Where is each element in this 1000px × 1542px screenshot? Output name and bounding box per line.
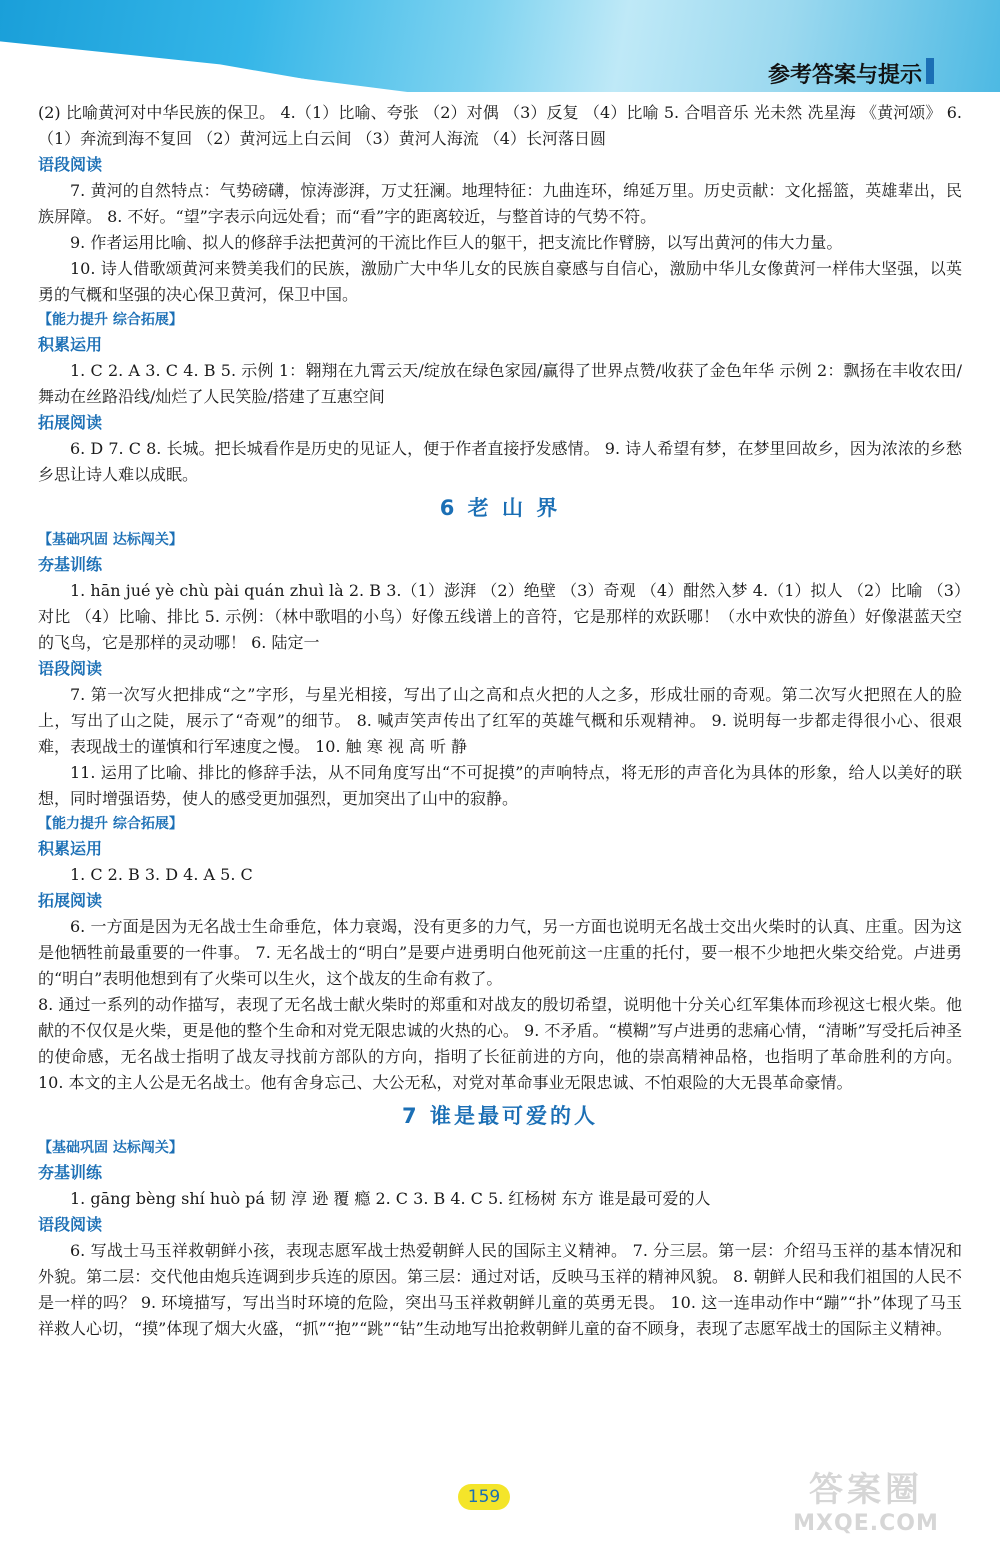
- watermark-bottom: MXQE.COM: [793, 1511, 939, 1536]
- answer-paragraph: 6. D 7. C 8. 长城。把长城看作是历史的见证人，便于作者直接抒发感情。 9. 诗人希望有梦，在梦里回故乡，因为浓浓的乡愁乡思让诗人难以成眠。: [38, 439, 962, 484]
- lesson-title: 7 谁是最可爱的人: [402, 1104, 598, 1128]
- answer-paragraph: 6. 一方面是因为无名战士生命垂危，体力衰竭，没有更多的力气，另一方面也说明无名战士交出火柴时的认真、庄重。因为这是他牺牲前最重要的一件事。 7. 无名战士的“明白”是要卢进勇明白他死前这一庄重的托付，要一根不少地把火柴交给党。卢进勇的“明白”表明他想到有了火柴可以生火，这个战友的生命有救了。: [38, 917, 962, 988]
- answer-paragraph: 1. gāng bèng shí huò pá 韧 淳 逊 覆 瘾 2. C 3. B 4. C 5. 红杨树 东方 谁是最可爱的人: [70, 1189, 711, 1208]
- answer-content: [38, 100, 962, 1342]
- answer-paragraph: 6. 写战士马玉祥救朝鲜小孩，表现志愿军战士热爱朝鲜人民的国际主义精神。 7. 分三层。第一层：介绍马玉祥的基本情况和外貌。第二层：交代他由炮兵连调到步兵连的原因。第三层：通过对话，反映马玉祥的精神风貌。 8. 朝鲜人民和我们祖国的人民不是一样的吗？ 9. 环境描写，写出当时环境的危险，突出马玉祥救朝鲜儿童的英勇无畏。 10. 这一连串动作中“蹦”“扑”体现了马玉祥救人心切，“摸”体现了烟大火盛，“抓”“抱”“跳”“钻”生动地写出抢救朝鲜儿童的奋不顾身，表现了志愿军战士的国际主义精神。: [38, 1241, 962, 1338]
- section-heading: 语段阅读: [38, 659, 103, 678]
- header-title: 参考答案与提示: [767, 63, 922, 88]
- answer-paragraph: 7. 黄河的自然特点：气势磅礴，惊涛澎湃，万丈狂澜。地理特征：九曲连环，绵延万里。历史贡献：文化摇篮，英雄辈出，民族屏障。 8. 不好。“望”字表示向远处看；而“看”字的距离较近，与整首诗的气势不符。: [38, 181, 962, 226]
- answer-paragraph: 1. hān jué yè chù pài quán zhuì là 2. B 3.（1）澎湃 （2）绝壁 （3）奇观 （4）酣然入梦 4.（1）拟人 （2）比喻 （3）对比 （4）比喻、排比 5. 示例：（林中歌唱的小鸟）好像五线谱上的音符，它是那样的欢跃哪！（水中欢快的游鱼）好像湛蓝天空的飞鸟，它是那样的灵动哪！ 6. 陆定一: [38, 581, 962, 652]
- answer-paragraph: 7. 第一次写火把排成“之”字形，与星光相接，写出了山之高和点火把的人之多，形成壮丽的奇观。第二次写火把照在人的脸上，写出了山之陡，展示了“奇观”的细节。 8. 喊声笑声传出了红军的英雄气概和乐观精神。 9. 说明每一步都走得很小心、很艰难，表现战士的谨慎和行军速度之慢。 10. 触 寒 视 高 听 静: [38, 685, 962, 756]
- section-heading: 积累运用: [38, 335, 103, 354]
- section-bracket-heading: 【基础巩固 达标闯关】: [38, 532, 183, 548]
- section-heading: 语段阅读: [38, 155, 103, 174]
- section-heading: 积累运用: [38, 839, 103, 858]
- header-accent-bar: [926, 58, 934, 84]
- answer-paragraph: 1. C 2. A 3. C 4. B 5. 示例 1：翱翔在九霄云天/绽放在绿色家园/赢得了世界点赞/收获了金色年华 示例 2：飘扬在丰收农田/舞动在丝路沿线/灿烂了人民笑脸/搭建了互惠空间: [38, 361, 962, 406]
- answer-paragraph: 9. 作者运用比喻、拟人的修辞手法把黄河的干流比作巨人的躯干，把支流比作臂膀，以写出黄河的伟大力量。: [70, 233, 843, 252]
- answer-paragraph: 10. 诗人借歌颂黄河来赞美我们的民族，激励广大中华儿女的民族自豪感与自信心，激励中华儿女像黄河一样伟大坚强，以英勇的气概和坚强的决心保卫黄河，保卫中国。: [38, 259, 962, 304]
- lesson-title: 6 老 山 界: [439, 496, 561, 520]
- section-bracket-heading: 【能力提升 综合拓展】: [38, 312, 183, 328]
- section-heading: 夯基训练: [38, 555, 103, 574]
- page-number: 159: [458, 1484, 510, 1510]
- answer-paragraph: 8. 通过一系列的动作描写，表现了无名战士献火柴时的郑重和对战友的殷切希望，说明他十分关心红军集体而珍视这七根火柴。他献的不仅仅是火柴，更是他的整个生命和对党无限忠诚的火热的心。 9. 不矛盾。“模糊”写卢进勇的悲痛心情，“清晰”写受托后神圣的使命感，无名战士指明了战友寻找前方部队的方向，指明了长征前进的方向，他的崇高精神品格，也指明了革命胜利的方向。 10. 本文的主人公是无名战士。他有舍身忘己、大公无私，对党对革命事业无限忠诚、不怕艰险的大无畏革命豪情。: [38, 995, 962, 1092]
- section-heading: 拓展阅读: [38, 413, 103, 432]
- answer-paragraph: (2) 比喻黄河对中华民族的保卫。 4.（1）比喻、夸张 （2）对偶 （3）反复 （4）比喻 5. 合唱音乐 光未然 冼星海 《黄河颂》 6.（1）奔流到海不复回 （2）黄河远上白云间 （3）黄河人海流 （4）长河落日圆: [38, 103, 962, 148]
- section-heading: 拓展阅读: [38, 891, 103, 910]
- watermark-logo: [756, 1462, 976, 1534]
- section-bracket-heading: 【基础巩固 达标闯关】: [38, 1140, 183, 1156]
- watermark-top: 答案圈: [809, 1470, 923, 1510]
- section-heading: 夯基训练: [38, 1163, 103, 1182]
- answer-paragraph: 11. 运用了比喻、排比的修辞手法，从不同角度写出“不可捉摸”的声响特点，将无形的声音化为具体的形象，给人以美好的联想，同时增强语势，使人的感受更加强烈，更加突出了山中的寂静。: [38, 763, 962, 808]
- section-bracket-heading: 【能力提升 综合拓展】: [38, 816, 183, 832]
- answer-paragraph: 1. C 2. B 3. D 4. A 5. C: [70, 865, 253, 884]
- section-heading: 语段阅读: [38, 1215, 103, 1234]
